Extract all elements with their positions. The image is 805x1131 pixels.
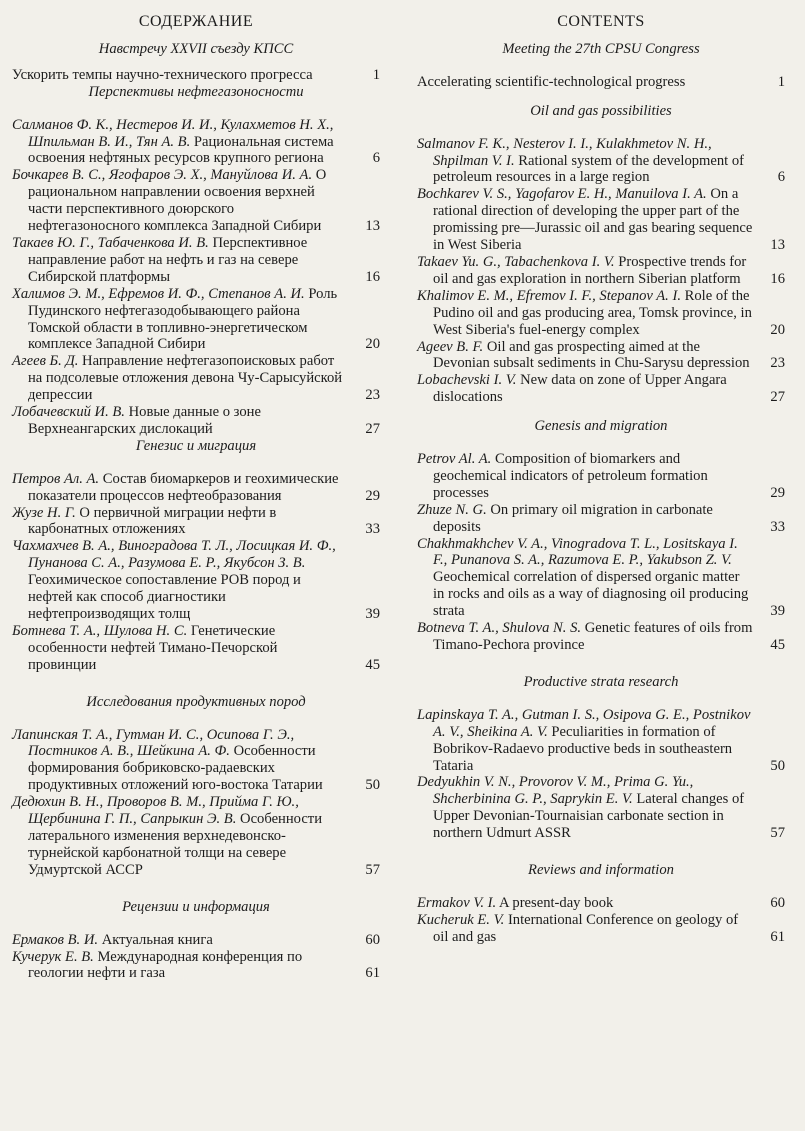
entry-authors: Лапинская Т. А., Гутман И. С., Осипова Г. Э., Постников А. В., Шейкина А. Ф. [12, 726, 295, 760]
page-number: 57 [770, 825, 785, 842]
toc-entry [12, 353, 380, 404]
entry-title: Перспективное направление работ на нефть и газ на севере Сибирской платформы [28, 234, 308, 285]
page-number: 20 [770, 321, 785, 338]
entry-authors: Халимов Э. М., Ефремов И. Ф., Степанов А. И. [12, 285, 305, 302]
entry-authors: Ботнева Т. А., Шулова Н. С. [12, 622, 188, 639]
entry-title: Composition of biomarkers and geochemical indicators of petroleum formation processes [433, 451, 708, 501]
toc-entry [12, 949, 380, 983]
entry-title: Роль Пудинского нефтегазодобывающего района Томской области в топливно-энергетическом комплексе Западной Сибири [28, 285, 338, 353]
section-title: Meeting the 27th CPSU Congress [502, 40, 700, 57]
page-number: 16 [770, 270, 785, 287]
section-title: Reviews and information [528, 862, 674, 879]
page-number: 45 [770, 637, 785, 653]
toc-entry [12, 727, 380, 795]
toc-entry [417, 186, 785, 254]
page-number: 20 [365, 336, 380, 353]
page-number: 45 [365, 656, 380, 673]
contents-heading: СОДЕРЖАНИЕ [138, 13, 254, 30]
section-title: Genesis and migration [534, 418, 668, 435]
toc-entry [12, 505, 380, 539]
toc-entry [417, 774, 785, 842]
contents-heading: CONTENTS [557, 13, 645, 30]
entry-authors: Такаев Ю. Г., Табаченкова И. В. [12, 234, 209, 251]
page-number: 57 [365, 861, 380, 878]
page-number: 60 [770, 894, 785, 911]
page-number: 1 [777, 73, 785, 90]
page-number: 23 [365, 387, 380, 404]
page-number: 13 [770, 237, 785, 254]
page-number: 39 [770, 603, 785, 620]
toc-entry [12, 538, 380, 623]
toc-entry [12, 167, 380, 235]
entry-title: Актуальная книга [101, 931, 213, 948]
entry-title: Prospective trends for oil and gas exploration in northern Siberian platform [433, 253, 747, 287]
toc-entry [12, 286, 380, 354]
toc-entry [417, 707, 785, 775]
toc-entry [417, 451, 785, 502]
page-number: 39 [365, 606, 380, 622]
section-title: Рецензии и информация [122, 898, 270, 915]
page-number: 33 [365, 521, 380, 538]
page-number: 23 [770, 355, 785, 372]
entry-authors: Bochkarev V. S., Yagofarov E. H., Manuilova I. A. [417, 186, 707, 203]
toc-entry [12, 235, 380, 286]
entry-authors: Petrov Al. A. [417, 451, 492, 468]
toc-entry [12, 794, 380, 879]
entry-authors: Салманов Ф. К., Нестеров И. И., Кулахметов Н. Х., Шпильман В. И., Тян А. В. [12, 116, 334, 150]
toc-entry [12, 471, 380, 505]
entry-title: Lateral changes of Upper Devonian-Tournaisian carbonate section in northern Udmurt ASSR [433, 791, 745, 842]
entry-title: О рациональном направлении освоения верхней части перспективного доюрского нефтегазоносного комплекса Западной Сибири [28, 167, 327, 235]
entry-title: О первичной миграции нефти в карбонатных отложениях [28, 504, 277, 538]
page-number: 6 [372, 150, 380, 167]
entry-title: Peculiarities in formation of Bobrikov-Radaevo productive beds in southeastern Tataria [433, 723, 733, 774]
entry-authors: Чахмахчев В. А., Виноградова Т. Л., Лосицкая И. Ф., Пунанова С. А., Разумова Е. Р., Якубсон З. В. [12, 538, 336, 572]
page-number: 29 [770, 484, 785, 501]
entry-title: Role of the Pudino oil and gas producing area, Tomsk province, in West Siberia's fuel-energy complex [433, 287, 752, 338]
entry-authors: Жузе Н. Г. [12, 504, 76, 521]
page-number: 33 [770, 518, 785, 535]
toc-entry [417, 502, 785, 536]
section-title: Перспективы нефтегазоносности [88, 83, 304, 100]
entry-authors: Лобачевский И. В. [12, 404, 125, 421]
page-number: 50 [365, 777, 380, 794]
toc-entry [417, 536, 785, 621]
entry-title: Особенности формирования бобриковско-радаевских продуктивных отложений юго-востока Татарии [28, 743, 323, 794]
entry-authors: Chakhmakhchev V. A., Vinogradova T. L., Lositskaya I. F., Punanova S. A., Razumova E. P., Yakubson Z. V. [417, 535, 738, 569]
entry-authors: Dedyukhin V. N., Provorov V. M., Prima G. Yu., Shcherbinina G. P., Saprykin E. V. [417, 774, 694, 808]
entry-title: Геохимическое сопоставление РОВ пород и нефтей как способ диагностики нефтепроизводящих толщ [28, 572, 301, 622]
toc-entry [417, 620, 785, 654]
entry-title: Ускорить темпы научно-технического прогресса [12, 66, 313, 83]
entry-authors: Botneva T. A., Shulova N. S. [417, 620, 582, 637]
page-number: 16 [365, 268, 380, 285]
section-title: Генезис и миграция [135, 437, 257, 454]
entry-title: International Conference on geology of oil and gas [433, 911, 739, 945]
entry-authors: Дедюхин В. Н., Проворов В. М., Прийма Г. Ю., Щербинина Г. П., Сапрыкин Э. В. [12, 794, 299, 828]
entry-title: Состав биомаркеров и геохимические показатели процессов нефтеобразования [28, 470, 339, 504]
entry-title: Направление нефтегазопоисковых работ на подсолевые отложения девона Чу-Сарысуйской депрессии [28, 353, 343, 404]
page-number: 1 [372, 66, 380, 83]
entry-authors: Ermakov V. I. [417, 894, 497, 911]
toc-entry [12, 623, 380, 674]
page-number: 6 [777, 169, 785, 186]
page-number: 13 [365, 218, 380, 235]
page-number: 27 [770, 389, 785, 406]
page-number: 27 [365, 420, 380, 437]
contents-column-russian [12, 14, 380, 982]
toc-entry [417, 339, 785, 373]
entry-title: Рациональная система освоения нефтяных ресурсов крупного региона [28, 133, 334, 167]
entry-authors: Salmanov F. K., Nesterov I. I., Kulakhmetov N. H., Shpilman V. I. [417, 135, 712, 169]
entry-title: On primary oil migration in carbonate deposits [433, 501, 713, 535]
entry-title: Генетические особенности нефтей Тимано-Печорской провинции [28, 622, 278, 673]
entry-title: On a rational direction of developing the upper part of the promissing pre—Jurassic oil and gas bearing sequence in West Siberia [433, 186, 753, 254]
entry-title: Особенности латерального изменения верхнедевонско-турнейской карбонатной толщи на севере Удмуртской АССР [28, 811, 323, 878]
entry-title: Rational system of the development of petroleum resources in a large region [433, 152, 745, 186]
page-number: 61 [770, 928, 785, 945]
entry-title: Geochemical correlation of dispersed organic matter in rocks and oils as a way of diagnosing oil producing strata [433, 569, 749, 620]
toc-entry [417, 136, 785, 187]
page-number: 60 [365, 931, 380, 948]
page-number: 61 [365, 965, 380, 982]
toc-entry [417, 895, 785, 912]
page-number: 50 [770, 757, 785, 774]
entry-title: Новые данные о зоне Верхнеангарских дислокаций [28, 404, 261, 437]
entry-authors: Takaev Yu. G., Tabachenkova I. V. [417, 253, 615, 270]
entry-authors: Бочкарев В. С., Ягофаров Э. Х., Мануйлова И. А. [12, 167, 313, 184]
entry-authors: Khalimov E. M., Efremov I. F., Stepanov A. I. [417, 287, 681, 304]
entry-title: Genetic features of oils from Timano-Pechora province [433, 620, 753, 653]
entry-authors: Ермаков В. И. [12, 931, 99, 948]
entry-title: New data on zone of Upper Angara dislocations [433, 372, 727, 406]
entry-authors: Агеев Б. Д. [12, 353, 79, 370]
toc-entry [417, 288, 785, 339]
contents-column-english [417, 14, 785, 946]
entry-authors: Lapinskaya T. A., Gutman I. S., Osipova G. E., Postnikov A. V., Sheikina A. V. [417, 706, 751, 740]
entry-title: Oil and gas prospecting aimed at the Devonian subsalt sediments in Chu-Sarysu depression [433, 338, 750, 372]
toc-entry [12, 67, 380, 84]
entry-title: A present-day book [499, 894, 614, 911]
entry-authors: Кучерук Е. В. [12, 948, 94, 965]
section-title: Productive strata research [523, 673, 679, 690]
toc-entry [12, 117, 380, 168]
toc-entry [12, 404, 380, 438]
entry-authors: Zhuze N. G. [417, 501, 487, 518]
toc-entry [417, 74, 785, 91]
entry-authors: Петров Ал. А. [12, 470, 100, 487]
section-title: Oil and gas possibilities [530, 102, 672, 119]
page-number: 29 [365, 487, 380, 504]
entry-authors: Ageev B. F. [417, 338, 484, 355]
section-title: Исследования продуктивных пород [86, 693, 306, 710]
entry-title: Accelerating scientific-technological progress [417, 73, 686, 90]
toc-entry [417, 254, 785, 288]
entry-authors: Lobachevski I. V. [417, 372, 517, 389]
entry-title: Международная конференция по геологии нефти и газа [28, 948, 303, 982]
toc-entry [12, 932, 380, 949]
entry-authors: Kucheruk E. V. [417, 911, 505, 928]
toc-entry [417, 372, 785, 406]
section-title: Навстречу XXVII съезду КПСС [98, 40, 294, 57]
toc-entry [417, 912, 785, 946]
